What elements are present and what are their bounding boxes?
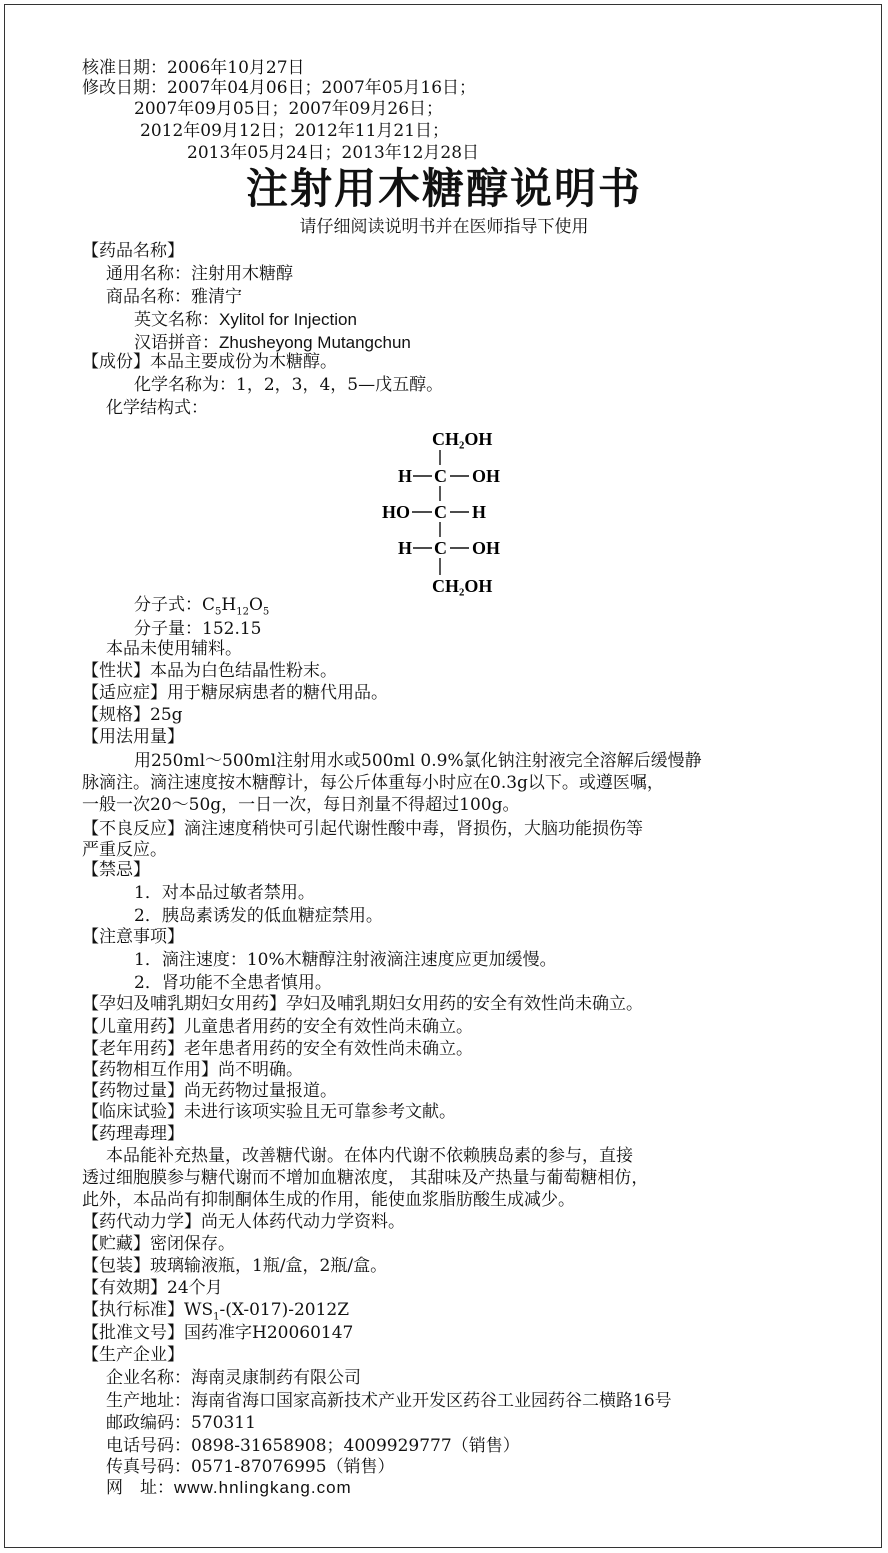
trade-name: 商品名称：雅清宁 (106, 287, 242, 307)
structural-formula (370, 420, 530, 600)
structure-row2-c: C (434, 466, 447, 486)
document-subtitle: 请仔细阅读说明书并在医师指导下使用 (299, 217, 589, 237)
excipient-note: 本品未使用辅料。 (106, 639, 242, 659)
pharmacology-heading: 【药理毒理】 (82, 1124, 184, 1144)
properties: 【性状】本品为白色结晶性粉末。 (82, 661, 337, 681)
dosage-heading: 【用法用量】 (82, 727, 184, 747)
contraindication-item-1: 1．对本品过敏者禁用。 (134, 883, 315, 903)
approval-number: 【批准文号】国药准字H20060147 (82, 1323, 354, 1343)
precaution-item-2: 2．肾功能不全患者慎用。 (134, 973, 332, 993)
pediatric-use: 【儿童用药】儿童患者用药的安全有效性尚未确立。 (82, 1017, 473, 1037)
adverse-line1: 【不良反应】滴注速度稍快可引起代谢性酸中毒，肾损伤，大脑功能损伤等 (82, 819, 643, 839)
composition-line: 【成份】本品主要成份为木糖醇。 (82, 352, 337, 372)
revision-dates-1: 修改日期：2007年04月06日；2007年05月16日； (82, 78, 477, 98)
company-name: 企业名称：海南灵康制药有限公司 (106, 1368, 361, 1388)
structure-row1: CH₂OH (432, 429, 493, 449)
dosage-line2: 脉滴注。滴注速度按木糖醇计，每公斤体重每小时应在0.3g以下。或遵医嘱， (82, 773, 664, 793)
revision-dates-2: 2007年09月05日；2007年09月26日； (134, 99, 444, 119)
generic-name: 通用名称：注射用木糖醇 (106, 264, 293, 284)
molecular-formula: 分子式：$C_5H_{12}O_5$ (134, 595, 270, 618)
structure-row3-right: H (472, 502, 487, 522)
structure-row5: CH₂OH (432, 576, 493, 596)
drug-interactions: 【药物相互作用】尚不明确。 (82, 1060, 303, 1080)
pharmacokinetics: 【药代动力学】尚无人体药代动力学资料。 (82, 1212, 405, 1232)
structure-row4-c: C (434, 538, 447, 558)
specification: 【规格】25g (82, 705, 183, 725)
structure-label: 化学结构式： (106, 398, 208, 418)
structure-row4-left: H (398, 538, 413, 558)
chemical-name: 化学名称为：1，2，3，4，5—戊五醇。 (134, 375, 444, 395)
molecular-weight: 分子量：152.15 (134, 619, 262, 639)
adverse-line2: 严重反应。 (82, 840, 167, 860)
structure-row2-left: H (398, 466, 413, 486)
validity-period: 【有效期】24个月 (82, 1278, 223, 1298)
fax-number: 传真号码：0571-87076995（销售） (106, 1457, 395, 1477)
dosage-line3: 一般一次20～50g，一日一次，每日剂量不得超过100g。 (82, 795, 520, 815)
structure-row3-left: HO (382, 502, 411, 522)
website: 网 址：www.hnlingkang.com (106, 1478, 352, 1498)
phone-number: 电话号码：0898-31658908；4009929777（销售） (106, 1436, 520, 1456)
precaution-item-1: 1．滴注速度：10%木糖醇注射液滴注速度应更加缓慢。 (134, 950, 557, 970)
indications: 【适应症】用于糖尿病患者的糖代用品。 (82, 683, 388, 703)
precautions-heading: 【注意事项】 (82, 927, 184, 947)
pharmacology-line2: 透过细胞膜参与糖代谢而不增加血糖浓度， 其甜味及产热量与葡萄糖相仿， (82, 1168, 649, 1188)
structure-row2-right: OH (472, 466, 501, 486)
drug-name-heading: 【药品名称】 (82, 241, 184, 261)
pinyin-name: 汉语拼音：Zhusheyong Mutangchun (134, 333, 411, 353)
pregnancy-use: 【孕妇及哺乳期妇女用药】孕妇及哺乳期妇女用药的安全有效性尚未确立。 (82, 994, 643, 1014)
geriatric-use: 【老年用药】老年患者用药的安全有效性尚未确立。 (82, 1039, 473, 1059)
package: 【包装】玻璃输液瓶，1瓶/盒，2瓶/盒。 (82, 1256, 388, 1276)
english-name: 英文名称：Xylitol for Injection (134, 310, 357, 330)
structure-row4-right: OH (472, 538, 501, 558)
overdose: 【药物过量】尚无药物过量报道。 (82, 1081, 337, 1101)
pharmacology-line3: 此外，本品尚有抑制酮体生成的作用，能使血浆脂肪酸生成减少。 (82, 1190, 575, 1210)
company-address: 生产地址：海南省海口国家高新技术产业开发区药谷工业园药谷二横路16号 (106, 1391, 672, 1411)
clinical-trials: 【临床试验】未进行该项实验且无可靠参考文献。 (82, 1102, 456, 1122)
pharmacology-line1: 本品能补充热量，改善糖代谢。在体内代谢不依赖胰岛素的参与，直接 (106, 1146, 633, 1166)
approval-date: 核准日期：2006年10月27日 (82, 58, 305, 78)
storage: 【贮藏】密闭保存。 (82, 1234, 235, 1254)
postal-code: 邮政编码：570311 (106, 1413, 256, 1433)
manufacturer-heading: 【生产企业】 (82, 1345, 184, 1365)
contraindication-item-2: 2．胰岛素诱发的低血糖症禁用。 (134, 906, 383, 926)
revision-dates-4: 2013年05月24日；2013年12月28日 (187, 143, 480, 163)
contraindications-heading: 【禁忌】 (82, 860, 150, 880)
structure-row3-c: C (434, 502, 447, 522)
revision-dates-3: 2012年09月12日；2012年11月21日； (140, 121, 450, 141)
document-title: 注射用木糖醇说明书 (245, 164, 642, 213)
executive-standard: 【执行标准】$WS_1-(X-017)-2012Z$ (82, 1300, 350, 1323)
dosage-line1: 用250ml～500ml注射用水或500ml 0.9%氯化钠注射液完全溶解后缓慢静 (134, 751, 702, 771)
